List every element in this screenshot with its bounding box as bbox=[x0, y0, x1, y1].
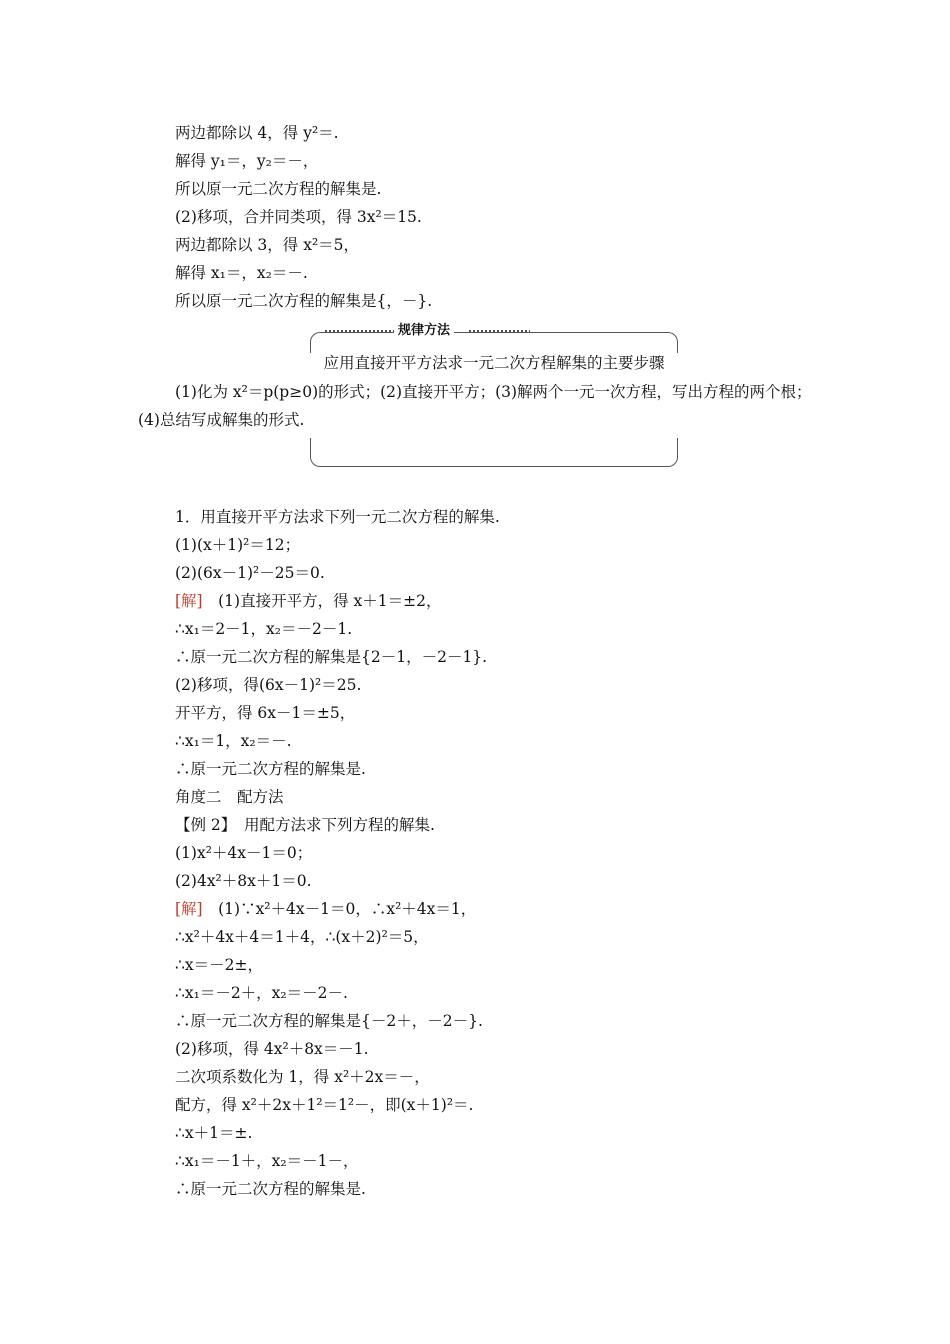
text-line: (2)移项，合并同类项，得 3x²＝15. bbox=[175, 208, 422, 226]
solution-line: ∴x₁＝1，x₂＝－. bbox=[175, 732, 292, 750]
exercise-part: (1)(x＋1)²＝12； bbox=[175, 536, 301, 554]
solution-line: 配方，得 x²＋2x＋1²＝1²－，即(x＋1)²＝. bbox=[175, 1096, 474, 1114]
solution-tag: [解] bbox=[175, 592, 203, 610]
text-line: 解得 x₁＝，x₂＝－. bbox=[175, 264, 308, 282]
example-heading: 【例 2】 用配方法求下列方程的解集. bbox=[175, 816, 435, 834]
solution-line: ∴原一元二次方程的解集是. bbox=[175, 760, 366, 778]
text-line: 所以原一元二次方程的解集是. bbox=[175, 180, 382, 198]
solution-line: 二次项系数化为 1，得 x²＋2x＝－， bbox=[175, 1068, 430, 1086]
solution-line: ∴原一元二次方程的解集是{2－1，－2－1}. bbox=[175, 648, 488, 666]
method-frame-top bbox=[310, 332, 678, 353]
solution-line: ∴x＝－2±， bbox=[175, 956, 263, 974]
solution-line: ∴x₁＝2－1，x₂＝－2－1. bbox=[175, 620, 353, 638]
solution-line: 开平方，得 6x－1＝±5， bbox=[175, 704, 356, 722]
solution-line: ∴原一元二次方程的解集是{－2＋，－2－}. bbox=[175, 1012, 483, 1030]
solution-line bbox=[175, 898, 476, 920]
text-line: 两边都除以 3，得 x²＝5， bbox=[175, 236, 360, 254]
solution-line: ∴x²＋4x＋4＝1＋4，∴(x＋2)²＝5， bbox=[175, 928, 429, 946]
text-line: 两边都除以 4，得 y²＝. bbox=[175, 124, 339, 142]
method-title: 应用直接开平方法求一元二次方程解集的主要步骤 bbox=[323, 354, 665, 372]
text-line: 解得 y₁＝，y₂＝－， bbox=[175, 152, 319, 170]
solution-line: (2)移项，得 4x²＋8x＝－1. bbox=[175, 1040, 369, 1058]
method-badge: 规律方法 bbox=[394, 322, 454, 340]
text-line: 所以原一元二次方程的解集是{，－}. bbox=[175, 292, 433, 310]
example-part: (2)4x²＋8x＋1＝0. bbox=[175, 872, 312, 890]
dotted-rule bbox=[324, 330, 394, 332]
solution-line: ∴x＋1＝±. bbox=[175, 1124, 253, 1142]
section-heading: 角度二 配方法 bbox=[175, 788, 284, 806]
solution-tag: [解] bbox=[175, 900, 203, 918]
solution-text: (1)∵x²＋4x－1＝0，∴x²＋4x＝1， bbox=[202, 900, 477, 918]
solution-line: ∴x₁＝－2＋，x₂＝－2－. bbox=[175, 984, 348, 1002]
solution-line bbox=[175, 590, 441, 612]
solution-line: (2)移项，得(6x－1)²＝25. bbox=[175, 676, 362, 694]
method-frame-bottom bbox=[310, 438, 678, 467]
dotted-rule bbox=[468, 330, 530, 332]
solution-text: (1)直接开平方，得 x＋1＝±2， bbox=[202, 592, 442, 610]
example-part: (1)x²＋4x－1＝0； bbox=[175, 844, 313, 862]
method-body: (1)化为 x²＝p(p≥0)的形式；(2)直接开平方；(3)解两个一元一次方程，写出方程的两个根；(4)总结写成解集的形式. bbox=[138, 383, 812, 429]
exercise-question: 1．用直接开平方法求下列一元二次方程的解集. bbox=[175, 508, 500, 526]
solution-line: ∴x₁＝－1＋，x₂＝－1－， bbox=[175, 1152, 359, 1170]
exercise-part: (2)(6x－1)²－25＝0. bbox=[175, 564, 325, 582]
solution-line: ∴原一元二次方程的解集是. bbox=[175, 1180, 366, 1198]
